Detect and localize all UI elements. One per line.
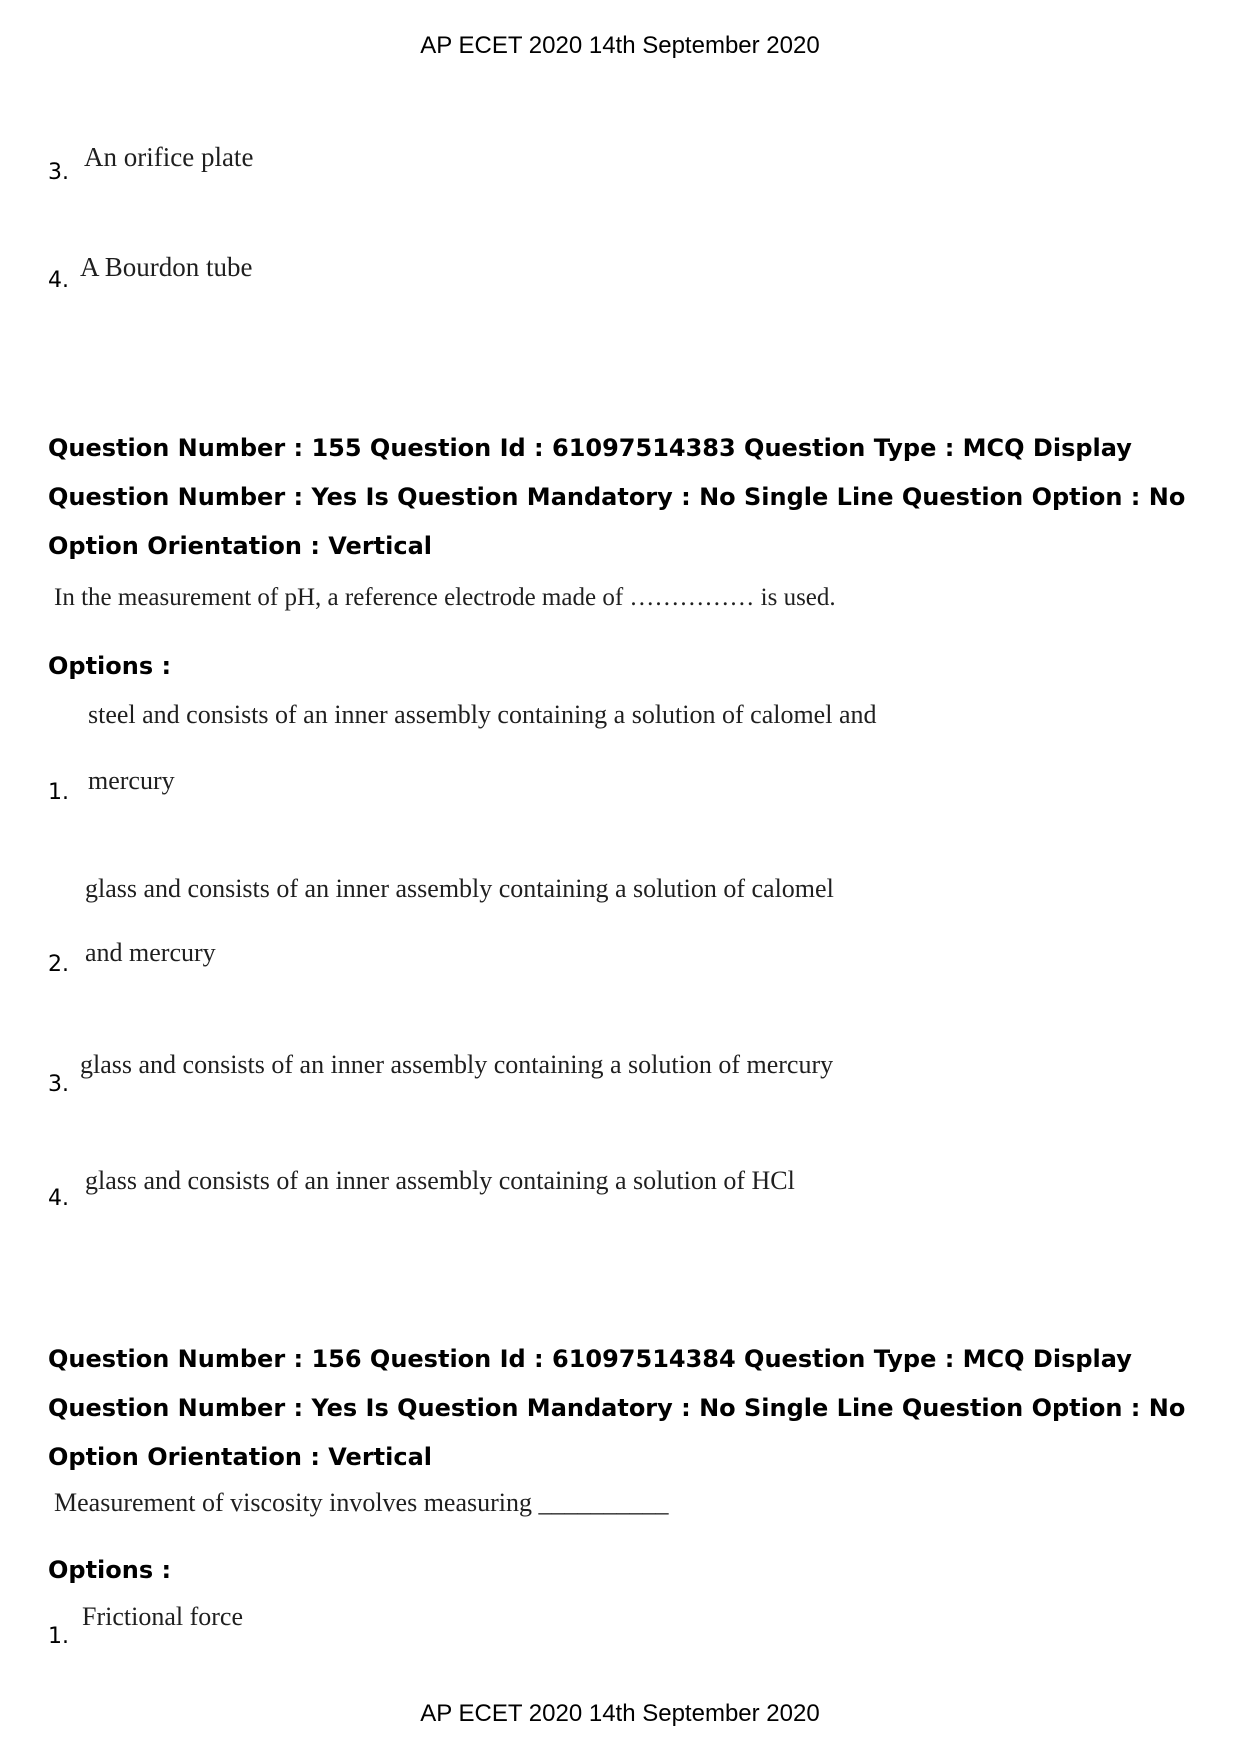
option-text: A Bourdon tube	[80, 252, 253, 282]
options-label: Options :	[48, 1556, 172, 1584]
question-text: In the measurement of pH, a reference electrode made of …………… is used.	[54, 584, 836, 611]
option-text: glass and consists of an inner assembly containing a solution of mercury	[80, 1050, 834, 1079]
option-text-line1: steel and consists of an inner assembly containing a solution of calomel and	[88, 700, 877, 729]
option-text-line2: and mercury	[85, 938, 216, 967]
option-number: 1.	[48, 780, 69, 805]
option-text-line2: mercury	[88, 766, 175, 795]
option-number: 1.	[48, 1624, 69, 1649]
question-meta: Question Number : 155 Question Id : 61097514383 Question Type : MCQ Display Question Number : Yes Is Question Mandatory : No Single Line Question Option : No Option Orientation : Vertical	[48, 434, 1186, 560]
page-footer: AP ECET 2020 14th September 2020	[420, 1700, 820, 1727]
question-meta: Question Number : 156 Question Id : 61097514384 Question Type : MCQ Display Question Number : Yes Is Question Mandatory : No Single Line Question Option : No Option Orientation : Vertical	[48, 1345, 1186, 1471]
option-text-line1: glass and consists of an inner assembly containing a solution of calomel	[85, 874, 834, 903]
page-header: AP ECET 2020 14th September 2020	[420, 32, 820, 59]
question-text: Measurement of viscosity involves measuring __________	[54, 1488, 669, 1517]
option-number: 4.	[48, 268, 69, 293]
option-text: glass and consists of an inner assembly containing a solution of HCl	[85, 1166, 795, 1195]
option-number: 3.	[48, 1072, 69, 1097]
options-label: Options :	[48, 652, 172, 680]
option-number: 4.	[48, 1186, 69, 1211]
option-text: Frictional force	[82, 1602, 243, 1631]
option-number: 3.	[48, 160, 69, 185]
option-text: An orifice plate	[84, 142, 254, 172]
option-number: 2.	[48, 952, 69, 977]
